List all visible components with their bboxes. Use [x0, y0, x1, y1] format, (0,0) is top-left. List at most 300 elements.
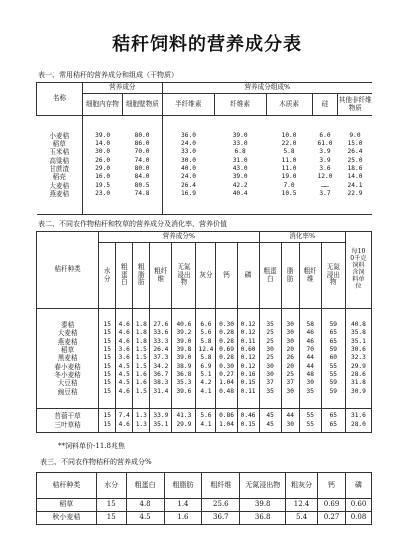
t2-col-phosphorus-hay	[237, 409, 259, 433]
t3-cell-crude-protein: 4.8	[126, 499, 164, 512]
t2-header-crude-fiber: 粗纤维	[150, 243, 172, 309]
t2-col-crude-protein	[116, 309, 133, 409]
t1-col-hemicellulose-item: 36.0	[181, 131, 196, 139]
t2-col-water-hay	[99, 409, 116, 433]
t2-col-dig-fiber-item: 58	[306, 321, 314, 329]
table1	[36, 82, 372, 215]
t2-col-nfe-item: 39.6	[176, 387, 192, 395]
t3-cell-calcium: 0.69	[318, 499, 346, 512]
t2-col-water-item: 15	[103, 329, 111, 337]
page-title: 秸秆饲料的营养成分表	[112, 34, 302, 55]
t2-col-dig-fiber-item: 35	[306, 387, 314, 395]
t2-col-water-item: 15	[103, 354, 111, 362]
feed-unit-note: **饲料单价-11.8兆焦	[58, 442, 125, 450]
t1-col-silicon-item: 3.9	[319, 156, 331, 164]
t2-col-crude-fiber-hay	[150, 409, 172, 433]
t2-col-water-hay-item: 15	[103, 412, 111, 420]
t2-col-kind-item: 黍秸	[60, 321, 75, 330]
t2-col-feed-unit	[345, 309, 371, 409]
t2-header-digestibility: 消化率%	[259, 232, 345, 243]
t2-header-dig-fat: 脂肪	[281, 243, 299, 309]
t2-col-calcium-hay-item: 0.86	[219, 412, 234, 420]
t2-col-phosphorus-item: 0.60	[240, 346, 256, 354]
t1-col-lignin-item: 11.0	[281, 165, 297, 172]
t3-header-phosphorus: 磷	[346, 473, 372, 499]
t2-col-kind-hay	[37, 409, 99, 433]
t2-col-dig-fiber	[299, 309, 321, 409]
t1-col-silicon-item: 6.0	[319, 131, 331, 139]
t2-col-dig-protein-item: 30	[266, 346, 274, 354]
t1-col-cell-content-item: 14.0	[95, 140, 111, 148]
t2-col-dig-protein-item: 30	[266, 370, 274, 378]
t2-col-nfe-item: 39.0	[176, 354, 192, 362]
t2-col-water-item: 15	[103, 379, 111, 387]
t2-col-dig-nfe-hay	[321, 409, 345, 433]
t1-col-lignin-item: 10.0	[281, 131, 297, 139]
t2-col-dig-fat-hay-item: 44	[286, 412, 294, 420]
t2-col-dig-protein-item: 25	[266, 329, 274, 337]
t1-header-lignin: 木质素	[266, 94, 312, 116]
t2-col-dig-nfe-hay-item: 65	[329, 420, 338, 428]
t2-header-dig-nfe: 无氮浸出物	[321, 243, 345, 309]
t2-col-nfe-item: 40.6	[176, 321, 192, 329]
t2-col-dig-fiber-item: 44	[306, 362, 314, 370]
t1-col-cellulose-item: 43.0	[232, 165, 248, 172]
t2-col-dig-fiber-hay-item: 55	[306, 412, 314, 420]
t2-col-dig-fiber-item: 44	[306, 354, 314, 362]
t2-col-ash-item: 4.2	[200, 379, 212, 387]
t1-col-hemicellulose	[162, 116, 214, 215]
t3-header-crude-fiber: 粗纤维	[202, 473, 240, 499]
t1-col-hemicellulose-item: 33.0	[181, 148, 196, 156]
t2-col-crude-fiber-item: 34.2	[153, 362, 169, 370]
t1-col-cell-wall-item: 86.0	[134, 140, 150, 148]
t2-col-ash-item: 12.4	[198, 346, 214, 354]
t2-header-dig-fiber: 粗纤维	[299, 243, 321, 309]
t2-col-calcium-item: 0.28	[219, 337, 234, 345]
t2-col-dig-fat	[281, 309, 299, 409]
t3-cell-ash: 12.4	[286, 499, 318, 512]
t2-header-dig-protein: 粗蛋白	[259, 243, 281, 309]
t2-col-dig-nfe-item: 59	[329, 321, 338, 329]
t2-col-dig-fat-item: 30	[286, 387, 294, 395]
t2-col-crude-fiber-item: 36.7	[153, 370, 169, 378]
t2-col-crude-protein-item: 3.6	[118, 354, 130, 362]
t2-col-kind-item: 大麦秸	[57, 329, 78, 338]
t2-col-crude-fiber-item: 33.3	[153, 337, 169, 345]
t2-col-crude-fat-item: 1.6	[135, 379, 147, 387]
t1-col-silicon-item: 3.6	[319, 165, 331, 172]
t2-col-crude-protein-item: 4.5	[118, 362, 130, 370]
t2-col-kind-item: 黑麦秸	[57, 354, 78, 363]
t1-col-cell-content-item: 16.0	[95, 173, 111, 181]
t2-col-water-item: 15	[103, 346, 111, 354]
t2-col-dig-protein-hay-item: 45	[266, 420, 274, 428]
t1-col-cell-wall-item: 74.8	[134, 189, 150, 197]
t1-col-cellulose	[214, 116, 266, 215]
t1-col-silicon-item: ……	[321, 181, 329, 189]
t3-cell-kind: 秋小麦秸	[37, 512, 97, 525]
t2-col-dig-protein-item: 25	[266, 337, 274, 345]
t1-col-cellulose-item: 39.0	[232, 173, 248, 181]
t2-col-dig-nfe-item: 55	[329, 362, 338, 370]
t1-col-lignin-item: 22.0	[281, 140, 297, 148]
t1-col-name-item: 玉米秸	[49, 148, 70, 157]
t2-col-water-item: 15	[103, 362, 111, 370]
t3-cell-crude-fat: 1.4	[164, 499, 202, 512]
t2-col-crude-fiber-item: 27.6	[153, 321, 169, 329]
table1-caption: 表一、常用秸秆的营养成分和组成（干物质）	[38, 71, 178, 79]
t2-col-phosphorus-item: 0.11	[240, 387, 256, 395]
t2-col-dig-protein-item: 25	[266, 354, 274, 362]
t2-col-phosphorus-item: 0.11	[240, 337, 256, 345]
t2-col-crude-fiber	[150, 309, 172, 409]
t2-col-kind	[37, 309, 99, 409]
t2-col-water-item: 15	[103, 321, 111, 329]
t2-header-nutrients: 营养成分%	[99, 232, 259, 243]
t1-col-name-item: 稻壳	[52, 173, 66, 182]
t1-col-cell-content	[82, 116, 122, 215]
t1-col-hemicellulose-item: 24.0	[181, 173, 196, 181]
t3-header-nfe: 无氮浸出物	[240, 473, 286, 499]
t2-col-phosphorus-hay-item: 0.15	[240, 420, 256, 428]
t1-col-cellulose-item: 6.8	[234, 148, 246, 156]
t2-col-phosphorus-item: 0.12	[240, 354, 256, 362]
t1-col-cell-wall-item: 80.0	[134, 165, 150, 172]
t2-col-calcium-hay-item: 1.04	[219, 420, 234, 428]
t1-col-hemicellulose-item: 30.0	[181, 156, 196, 164]
t3-cell-water: 15	[96, 499, 126, 512]
t2-col-dig-nfe-item: 59	[329, 346, 338, 354]
t2-col-crude-fat	[133, 309, 150, 409]
t2-col-phosphorus	[237, 309, 259, 409]
t2-col-ash-item: 5.6	[200, 329, 212, 337]
t1-col-other-item: 15.0	[347, 140, 363, 148]
t3-cell-nfe: 39.8	[240, 499, 286, 512]
t2-col-nfe-item: 39.2	[176, 329, 192, 337]
t2-col-dig-protein-item: 30	[266, 362, 274, 370]
t1-col-cell-wall-item: 70.0	[134, 148, 150, 156]
t2-col-water-item: 15	[103, 370, 111, 378]
t2-col-nfe-hay-item: 41.3	[176, 412, 192, 420]
t1-col-cellulose-item: 40.4	[232, 189, 248, 197]
t2-col-nfe-item: 39.0	[176, 337, 192, 345]
t1-col-other-item: 26.4	[347, 148, 363, 156]
t1-col-hemicellulose-item: 24.0	[181, 140, 196, 148]
t3-header-ash: 粗灰分	[286, 473, 318, 499]
t3-header-crude-fat: 粗脂肪	[164, 473, 202, 499]
t1-header-nutrients: 营养成分	[82, 83, 162, 94]
t2-col-dig-nfe-item: 59	[329, 379, 338, 387]
t1-col-hemicellulose-item: 40.0	[181, 165, 196, 172]
t1-col-hemicellulose-item: 26.4	[181, 181, 196, 189]
t2-col-crude-fat-hay-item: 1.3	[135, 412, 147, 420]
t2-col-calcium-item: 0.28	[219, 329, 234, 337]
t3-header-crude-protein: 粗蛋白	[126, 473, 164, 499]
t2-col-feed-unit-item: 29.9	[350, 362, 366, 370]
t2-col-crude-fat-hay	[133, 409, 150, 433]
t3-cell-crude-fiber: 25.6	[202, 499, 240, 512]
t1-col-lignin-item: 7.0	[283, 181, 295, 189]
t2-col-calcium-item: 0.30	[219, 362, 234, 370]
t3-cell-phosphorus: 0.08	[346, 512, 372, 525]
t2-col-nfe-item: 35.3	[176, 379, 192, 387]
t2-col-dig-fiber-item: 30	[306, 379, 314, 387]
table3-caption: 表三、不同农作物秸秆的营养成分%	[40, 458, 152, 466]
t2-col-dig-nfe-item: 60	[329, 354, 338, 362]
t2-col-dig-fat-hay	[281, 409, 299, 433]
t2-col-dig-fat-item: 26	[286, 354, 294, 362]
t1-col-other-item: 25.0	[347, 156, 363, 164]
t2-col-phosphorus-item: 0.16	[240, 370, 256, 378]
t2-col-calcium-item: 0.27	[219, 370, 234, 378]
t1-col-cell-content-item: 30.0	[95, 148, 111, 156]
t2-col-kind-hay-item: 三叶草秸	[54, 420, 81, 429]
t1-col-cell-content-item: 23.0	[95, 189, 111, 197]
t1-col-cell-wall-item: 80.5	[134, 181, 150, 189]
t2-col-dig-protein-hay	[259, 409, 281, 433]
t1-col-lignin-item: 11.0	[281, 156, 297, 164]
t1-col-cellulose-item: 39.0	[232, 131, 248, 139]
t2-col-feed-unit-item: 40.8	[350, 321, 366, 329]
t2-col-dig-fiber-item: 46	[306, 337, 314, 345]
t2-col-dig-protein-item: 35	[266, 387, 274, 395]
t2-col-water	[99, 309, 116, 409]
t2-col-feed-unit-hay-item: 31.6	[350, 412, 366, 420]
t1-header-cellulose: 纤维素	[214, 94, 266, 116]
t3-cell-crude-protein: 4.5	[126, 512, 164, 525]
t1-col-hemicellulose-item: 16.9	[181, 189, 196, 197]
t2-col-calcium-item: 0.69	[219, 346, 234, 354]
t2-col-water-item: 15	[103, 337, 111, 345]
t2-col-ash-hay-item: 4.1	[200, 420, 212, 428]
t3-cell-calcium: 0.27	[318, 512, 346, 525]
t2-col-dig-protein-item: 35	[266, 321, 274, 329]
t1-col-other	[338, 116, 372, 215]
t2-col-dig-nfe-hay-item: 65	[329, 412, 338, 420]
t2-col-crude-fiber-item: 31.4	[153, 387, 169, 395]
t2-col-water-hay-item: 15	[103, 420, 111, 428]
t2-col-crude-fat-item: 1.5	[135, 354, 147, 362]
t2-col-calcium-hay	[216, 409, 237, 433]
t3-cell-crude-fiber: 36.7	[202, 512, 240, 525]
t2-col-dig-nfe	[321, 309, 345, 409]
t1-header-hemicellulose: 半纤维素	[162, 94, 214, 116]
t2-col-calcium-item: 1.04	[219, 379, 234, 387]
t2-col-dig-fiber-item: 48	[306, 370, 314, 378]
t2-col-dig-nfe-item: 65	[329, 329, 338, 337]
t2-header-crude-protein: 粗蛋白	[116, 243, 133, 309]
t2-col-crude-protein-item: 4.6	[118, 329, 130, 337]
t2-col-crude-protein-item: 4.6	[118, 387, 130, 395]
t2-col-dig-fat-item: 30	[286, 329, 294, 337]
t2-col-calcium-item: 0.30	[219, 321, 234, 329]
t2-header-water: 水分	[99, 243, 116, 309]
t1-col-name-item: 稻草	[52, 140, 66, 149]
t2-col-ash-item: 6.6	[200, 321, 212, 329]
t3-header-water: 水分	[96, 473, 126, 499]
t2-col-kind-hay-item: 苜蓿干草	[54, 412, 81, 421]
t2-col-ash-item: 4.1	[200, 387, 212, 395]
t2-col-nfe-hay-item: 29.9	[176, 420, 192, 428]
t1-col-other-item: 18.6	[347, 165, 363, 172]
t3-cell-kind: 稻草	[37, 499, 97, 512]
table3	[36, 472, 372, 525]
table2-caption: 表二、不同农作物秸秆和牧草的营养成分及消化率、营养价值	[38, 220, 227, 228]
t2-col-dig-fat-item: 20	[286, 362, 294, 370]
t1-col-silicon-item: 3.9	[319, 148, 331, 156]
t1-col-cell-wall-item: 84.0	[134, 173, 150, 181]
t1-col-other-item: 24.1	[347, 181, 363, 189]
t1-col-name	[37, 116, 83, 215]
t1-header-cell-wall: 细胞壁物质	[122, 94, 162, 116]
t2-col-crude-protein-item: 4.6	[118, 321, 130, 329]
t2-header-calcium: 钙	[216, 243, 237, 309]
t2-col-kind-item: 冬小麦秸	[54, 370, 81, 379]
t1-col-cellulose-item: 31.0	[232, 156, 248, 164]
t3-cell-ash: 5.4	[286, 512, 318, 525]
t2-col-phosphorus-hay-item: 0.46	[240, 412, 256, 420]
t1-col-cell-content-item: 19.5	[95, 181, 111, 189]
t1-col-name-item: 甘蔗渣	[49, 165, 70, 173]
t1-header-composition: 营养成分组成%	[162, 83, 372, 94]
t2-col-crude-fiber-hay-item: 33.9	[153, 412, 169, 420]
t1-col-silicon-item: 3.7	[319, 189, 331, 197]
t1-col-name-item: 燕麦秸	[49, 189, 70, 198]
t2-col-ash-item: 6.9	[200, 362, 212, 370]
t2-col-feed-unit-item: 30.9	[350, 387, 366, 395]
t2-col-phosphorus-item: 0.12	[240, 329, 256, 337]
t2-col-dig-fat-item: 25	[286, 370, 294, 378]
t2-col-dig-fiber-hay-item: 55	[306, 420, 314, 428]
t3-cell-phosphorus: 0.60	[346, 499, 372, 512]
t2-col-dig-nfe-item: 59	[329, 387, 338, 395]
t2-col-kind-item: 大豆秸	[57, 379, 78, 388]
t2-col-kind-item: 春小麦秸	[54, 362, 81, 371]
t1-col-other-item: 22.9	[347, 189, 363, 197]
t2-col-dig-protein	[259, 309, 281, 409]
t2-col-feed-unit-item: 35.8	[350, 329, 366, 337]
t2-col-dig-fat-item: 37	[286, 379, 294, 387]
t2-col-crude-fat-item: 1.5	[135, 362, 147, 370]
t2-col-feed-unit-item: 35.1	[350, 337, 366, 345]
t2-col-feed-unit-hay	[345, 409, 371, 433]
t2-col-nfe-item: 38.9	[176, 362, 192, 370]
t2-col-dig-fat-item: 20	[286, 346, 294, 354]
t2-col-calcium-item: 0.48	[219, 387, 234, 395]
t1-col-cell-content-item: 29.0	[95, 165, 111, 172]
t2-col-feed-unit-item: 28.6	[350, 370, 366, 378]
t2-col-feed-unit-hay-item: 28.0	[350, 420, 366, 428]
t2-col-phosphorus-item: 0.12	[240, 362, 256, 370]
t2-col-phosphorus-item: 0.15	[240, 379, 256, 387]
t2-col-water-item: 15	[103, 387, 111, 395]
t2-col-crude-fat-hay-item: 1.3	[135, 420, 147, 428]
t2-col-crude-protein-item: 4.5	[118, 370, 130, 378]
t2-col-dig-fiber-hay	[299, 409, 321, 433]
t2-col-phosphorus-item: 0.12	[240, 321, 256, 329]
t2-header-feed-unit: 每100千克饲料含饲料单位	[345, 232, 371, 309]
t2-col-crude-fiber-item: 33.6	[153, 329, 169, 337]
t2-col-dig-fiber-item: 70	[306, 346, 314, 354]
t2-col-dig-nfe-item: 65	[329, 337, 338, 345]
t1-col-other-item: 9.0	[349, 131, 361, 139]
t2-col-ash-item: 5.8	[200, 354, 212, 362]
t2-col-crude-protein-item: 4.5	[118, 379, 130, 387]
t2-col-kind-item: 稻草	[60, 346, 75, 355]
t2-header-crude-fat: 粗脂肪	[133, 243, 150, 309]
t2-col-nfe-hay	[172, 409, 196, 433]
t2-col-crude-fat-item: 1.5	[135, 387, 147, 395]
t1-col-cellulose-item: 33.0	[232, 140, 248, 148]
t2-col-dig-fat-item: 30	[286, 321, 294, 329]
t1-col-cellulose-item: 42.2	[232, 181, 248, 189]
t1-col-lignin-item: 5.8	[283, 148, 295, 156]
t2-col-ash-hay-item: 5.6	[200, 412, 212, 420]
t2-col-crude-fiber-item: 26.4	[153, 346, 169, 354]
t2-col-dig-fat-item: 30	[286, 337, 294, 345]
t2-col-dig-fat-hay-item: 30	[286, 420, 294, 428]
t3-header-kind: 秸秆种类	[37, 473, 97, 499]
t2-col-feed-unit-item: 31.8	[350, 379, 366, 387]
t1-col-cell-wall-item: 74.0	[134, 156, 150, 164]
t1-header-name: 名称	[37, 83, 83, 116]
t1-col-cell-content-item: 26.0	[95, 156, 111, 164]
t2-col-dig-nfe-item: 55	[329, 370, 338, 378]
t2-col-crude-protein-item: 4.6	[118, 337, 130, 345]
t2-header-ash: 灰分	[196, 243, 216, 309]
t2-col-crude-fat-item: 1.8	[135, 329, 147, 337]
t1-col-silicon	[312, 116, 338, 215]
t2-col-crude-protein-hay-item: 4.6	[118, 420, 130, 428]
t2-col-feed-unit-item: 32.3	[350, 354, 366, 362]
t1-header-cell-content: 细胞内存物	[82, 94, 122, 116]
t2-col-crude-protein-item: 3.6	[118, 346, 130, 354]
t3-cell-crude-fat: 1.6	[164, 512, 202, 525]
t2-col-dig-fiber-item: 46	[306, 329, 314, 337]
t2-col-ash-hay	[196, 409, 216, 433]
t2-col-kind-item: 豌豆秸	[57, 387, 78, 396]
t2-col-crude-fat-item: 1.8	[135, 337, 147, 345]
t1-col-cell-wall-item: 80.0	[134, 131, 150, 139]
t1-col-other-item: 14.0	[347, 173, 363, 181]
t2-col-crude-fat-item: 1.8	[135, 321, 147, 329]
t2-col-crude-protein-hay	[116, 409, 133, 433]
t2-col-nfe-item: 39.8	[176, 346, 192, 354]
t1-header-other: 其他非纤维物质	[338, 94, 372, 116]
t3-header-calcium: 钙	[318, 473, 346, 499]
t2-col-dig-protein-item: 37	[266, 379, 274, 387]
t2-col-crude-fiber-item: 38.3	[153, 379, 169, 387]
t2-col-crude-fiber-item: 37.3	[153, 354, 169, 362]
t1-header-silicon: 硅	[312, 94, 338, 116]
t1-col-cell-wall	[122, 116, 162, 215]
table2	[36, 231, 372, 433]
t3-cell-nfe: 36.8	[240, 512, 286, 525]
t1-col-lignin-item: 10.5	[281, 189, 297, 197]
t1-col-lignin-item: 19.0	[281, 173, 297, 181]
t1-col-silicon-item: 12.0	[317, 173, 333, 181]
t2-col-calcium	[216, 309, 237, 409]
t1-col-name-item: 小麦秸	[49, 131, 70, 140]
t2-col-crude-fat-item: 1.5	[135, 346, 147, 354]
t2-col-crude-fat-item: 1.6	[135, 370, 147, 378]
t2-col-nfe	[172, 309, 196, 409]
t2-col-kind-item: 燕麦秸	[57, 337, 78, 346]
t2-col-calcium-item: 0.28	[219, 354, 234, 362]
t2-col-crude-protein-hay-item: 7.4	[118, 412, 130, 420]
t2-col-crude-fiber-hay-item: 35.1	[153, 420, 169, 428]
